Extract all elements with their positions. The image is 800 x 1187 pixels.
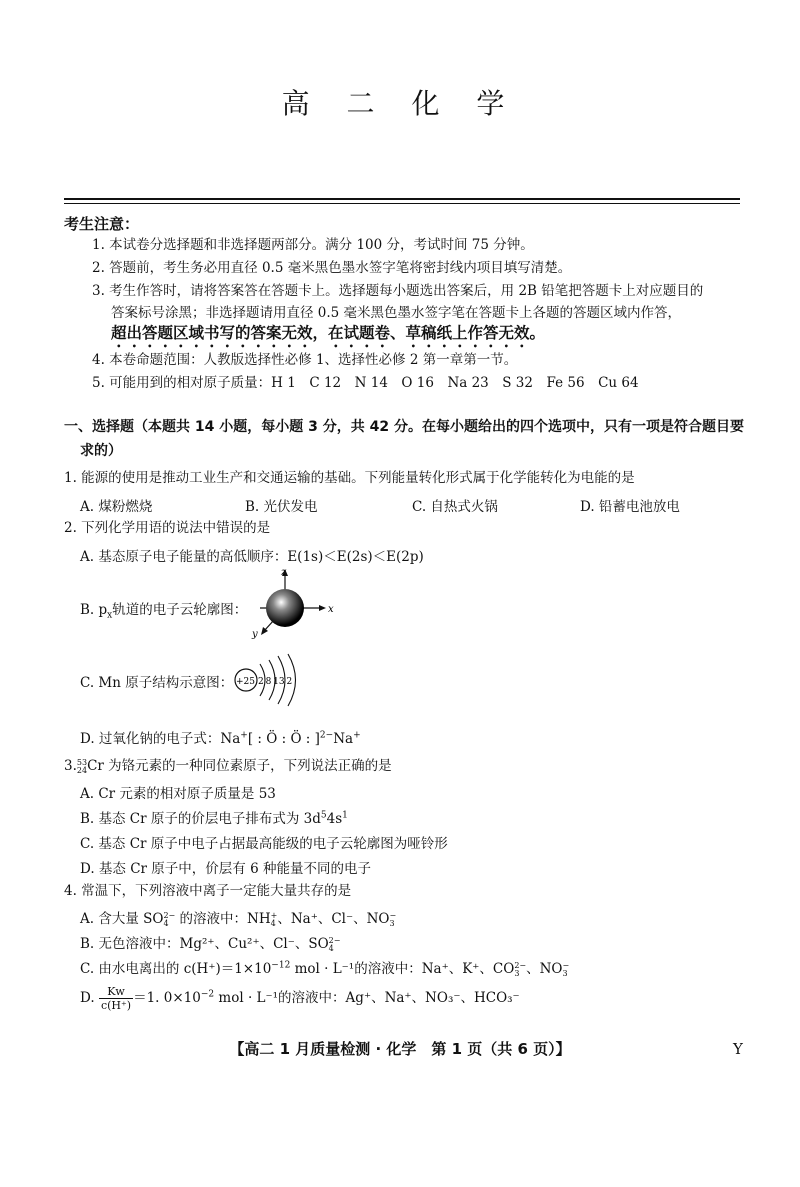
x-arrow-icon (319, 605, 326, 611)
shell-electron-counts: 2 8 13 2 (258, 677, 293, 687)
notice-item-3-emphasis: 超出答题区域书写的答案无效，在试题卷、草稿纸上作答无效。 (111, 324, 546, 342)
q4-d-prefix: D. (80, 990, 95, 1006)
section-heading-cont: 求的） (80, 443, 122, 459)
q2-d-prefix: D. 过氧化钠的电子式：Na (80, 731, 241, 747)
q3-isotope-numbers (77, 759, 87, 775)
q4-d-denominator: c(H⁺) (100, 999, 132, 1012)
q2-b-prefix: B. p (80, 602, 108, 618)
q4-option-d (80, 985, 520, 1012)
section-heading: 一、选择题（本题共 14 小题，每小题 3 分，共 42 分。在每小题给出的四个选项中，只有一项是符合题目要 (64, 419, 744, 435)
q2-stem: 2. 下列化学用语的说法中错误的是 (64, 520, 271, 536)
q2-b-suffix: 轨道的电子云轮廓图： (112, 602, 248, 618)
q4-a-no3-ion: − 3 (389, 910, 397, 928)
q3-b-prefix: B. 基态 Cr 原子的价层电子排布式为 3d (80, 811, 321, 827)
page-footer: 【高二 1 月质量检测 · 化学 第 1 页（共 6 页）】 (229, 1040, 571, 1058)
q4-a-nh4-ion: + 4 (270, 910, 278, 928)
q2-d-bracket: [ : Ö : Ö : ] (247, 731, 320, 747)
q1-stem: 1. 能源的使用是推动工业生产和交通运输的基础。下列能量转化形式属于化学能转化为电能的是 (64, 470, 635, 486)
q3-b-sup1: 5 (320, 810, 327, 821)
mn-atom-structure (230, 650, 310, 710)
q3-b-sup2: 1 (342, 810, 348, 821)
page-title: 高 二 化 学 (281, 87, 519, 120)
q4-stem: 4. 常温下，下列溶液中离子一定能大量共存的是 (64, 883, 352, 899)
q3-option-b (80, 807, 348, 827)
q1-option-d: D. 铅蓄电池放电 (580, 499, 680, 515)
notice-item-3-cont: 答案标号涂黑；非选择题请用直径 0.5 毫米黑色墨水签字笔在答题卡上各题的答题区域内作答， (111, 305, 682, 321)
notice-item-5: 5. 可能用到的相对原子质量：H 1 C 12 N 14 O 16 Na 23 S 32 Fe 56 Cu 64 (92, 375, 639, 391)
q4-d-exp: −2 (200, 989, 215, 1000)
q3-option-c: C. 基态 Cr 原子中电子占据最高能级的电子云轮廓图为哑铃形 (80, 836, 448, 852)
notice-item-4: 4. 本卷命题范围：人教版选择性必修 1、选择性必修 2 第一章第一节。 (92, 352, 518, 368)
notice-item-3: 3. 考生作答时，请将答案答在答题卡上。选择题每小题选出答案后，用 2B 铅笔把答题卡上对应题目的 (92, 283, 704, 299)
q4-a-ions: 、Na⁺、Cl⁻、NO (277, 911, 390, 927)
q3-atomic-number: 24 (76, 765, 88, 775)
q4-d-fraction (99, 985, 133, 1012)
q4-c-co3-ion: 2− 3 (514, 960, 527, 978)
notice-item-2: 2. 答题前，考生务必用直径 0.5 毫米黑色墨水签字笔将密封线内项目填写清楚。 (92, 260, 572, 276)
q4-option-c (80, 957, 569, 978)
axis-label-z: z (281, 567, 287, 578)
q2-option-b (80, 598, 247, 621)
notice-item-1: 1. 本试卷分选择题和非选择题两部分。满分 100 分，考试时间 75 分钟。 (92, 237, 534, 253)
q4-d-tail: mol · L⁻¹的溶液中：Ag⁺、Na⁺、NO₃⁻、HCO₃⁻ (214, 990, 520, 1006)
q2-option-d (80, 727, 361, 747)
q1-option-c: C. 自热式火锅 (412, 499, 498, 515)
axis-label-x: x (328, 604, 334, 615)
q3-mass-number: 53 (76, 757, 88, 767)
q4-b-text: B. 无色溶液中：Mg²⁺、Cu²⁺、Cl⁻、SO (80, 936, 329, 952)
q4-d-numerator: Kw (99, 985, 133, 999)
q4-option-a (80, 907, 396, 928)
q4-c-prefix: C. 由水电离出的 c(H⁺)＝1×10 (80, 961, 272, 977)
q4-a-so4-ion: 2− 4 (163, 910, 176, 928)
q3-stem (64, 757, 392, 775)
q1-option-a: A. 煤粉燃烧 (80, 499, 153, 515)
q4-a-rest: 的溶液中：NH (175, 911, 271, 927)
q2-d-sup1: + (240, 730, 248, 741)
q4-c-no3-ion: − 3 (562, 960, 570, 978)
footer-code: Y (733, 1040, 743, 1058)
axis-label-y: y (252, 629, 258, 640)
header-rule-thin (64, 203, 740, 204)
header-rule-thick (64, 198, 740, 200)
q3-stem-rest: Cr 为铬元素的一种同位素原子，下列说法正确的是 (87, 758, 392, 774)
q4-a-prefix: A. 含大量 SO (80, 911, 164, 927)
q2-d-sup3: + (353, 730, 361, 741)
q4-c-tail: 、NO (526, 961, 563, 977)
q3-option-a: A. Cr 元素的相对原子质量是 53 (80, 786, 276, 802)
nucleus-label: +25 (236, 677, 255, 687)
q3-b-mid: 4s (326, 811, 343, 827)
q3-option-d: D. 基态 Cr 原子中，价层有 6 种能量不同的电子 (80, 861, 371, 877)
q2-option-c: C. Mn 原子结构示意图： (80, 675, 234, 691)
q2-option-a: A. 基态原子电子能量的高低顺序：E(1s)＜E(2s)＜E(2p) (80, 549, 424, 565)
notice-heading: 考生注意： (64, 215, 140, 233)
q3-prefix: 3. (64, 758, 77, 774)
p-orbital-diagram (250, 565, 340, 645)
q2-d-sup2: 2− (319, 730, 334, 741)
q1-option-b: B. 光伏发电 (245, 499, 318, 515)
q4-b-so4-ion: 2− 4 (328, 935, 341, 953)
q2-d-na: Na (333, 731, 354, 747)
q4-d-rest: ＝1. 0×10 (133, 990, 201, 1006)
q4-c-rest: mol · L⁻¹的溶液中：Na⁺、K⁺、CO (290, 961, 515, 977)
q4-c-exp: −12 (271, 960, 291, 971)
orbital-sphere (266, 589, 304, 627)
q4-option-b (80, 932, 340, 953)
q2-b-sub: x (107, 610, 113, 621)
